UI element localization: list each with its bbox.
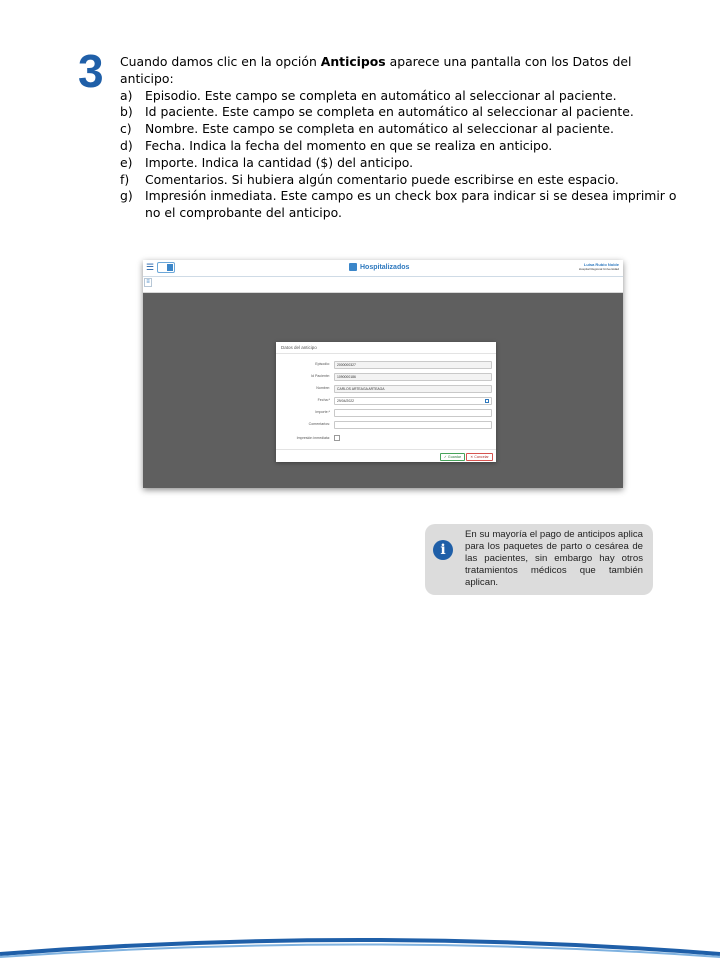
field-fecha: Fecha:* 29/04/2022 (276, 397, 496, 406)
user-info: Luisa Rubio Noble Hospital Regional Universidad (578, 262, 619, 271)
info-note (425, 524, 653, 595)
info-icon: i (433, 540, 453, 560)
modal-footer (276, 449, 496, 463)
list-icon: ≡ (144, 278, 152, 287)
calendar-icon (485, 399, 489, 403)
embedded-screenshot (143, 260, 623, 488)
list-item: a) Episodio. Este campo se completa en automático al seleccionar al paciente. (120, 87, 617, 103)
field-id-paciente: Id Paciente: 1090000186 (276, 373, 496, 382)
app-header (143, 260, 623, 277)
fecha-input: 29/04/2022 (334, 397, 492, 405)
list-item: c) Nombre. Este campo se completa en automático al seleccionar al paciente. (120, 121, 614, 137)
field-nombre: Nombre: CARLOS ARTEAGA ARTEAGA (276, 385, 496, 394)
list-item: d) Fecha. Indica la fecha del momento en que se realiza en anticipo. (120, 137, 553, 153)
note-text: En su mayoría el pago de anticipos aplica para los paquetes de parto o cesárea de las pacientes, sin embargo hay otros tratamientos médicos que también aplican. (465, 529, 643, 588)
list-item: e) Importe. Indica la cantidad ($) del anticipo. (120, 154, 414, 170)
id-paciente-input: 1090000186 (334, 373, 492, 381)
importe-input (334, 409, 492, 417)
instructions (120, 54, 680, 222)
app-subbar (143, 277, 623, 293)
episodio-input: 2000000327 (334, 361, 492, 369)
comentarios-input (334, 421, 492, 429)
field-impresion: Impresión inmediata: (276, 435, 496, 444)
field-episodio: Episodio: 2000000327 (276, 361, 496, 370)
save-button: ✓ Guardar (440, 453, 465, 461)
list-item: g) Impresión inmediata. Este campo es un check box para indicar si se desea imprimir o no el comprobante del anticipo. (120, 188, 677, 221)
field-importe: Importe:* (276, 409, 496, 418)
intro-text: Cuando damos clic en la opción Anticipos aparece una pantalla con los Datos del anticipo: (120, 54, 632, 86)
list-item: f) Comentarios. Si hubiera algún comentario puede escribirse en este espacio. (120, 171, 619, 187)
impresion-checkbox (334, 435, 340, 441)
nombre-input: CARLOS ARTEAGA ARTEAGA (334, 385, 492, 393)
cancel-button: ✕ Cancelar (466, 453, 493, 461)
menu-icon: ☰ (146, 262, 155, 272)
hospital-icon (349, 263, 357, 271)
field-list (120, 88, 680, 222)
footer-wave (0, 920, 720, 960)
modal-title: Datos del anticipo (276, 342, 496, 354)
app-logo (157, 262, 175, 273)
list-item: b) Id paciente. Este campo se completa en automático al seleccionar al paciente. (120, 104, 634, 120)
advance-modal (276, 342, 496, 462)
field-comentarios: Comentarios: (276, 421, 496, 430)
step-number: 3 (78, 45, 104, 97)
app-title: Hospitalizados (349, 263, 409, 271)
